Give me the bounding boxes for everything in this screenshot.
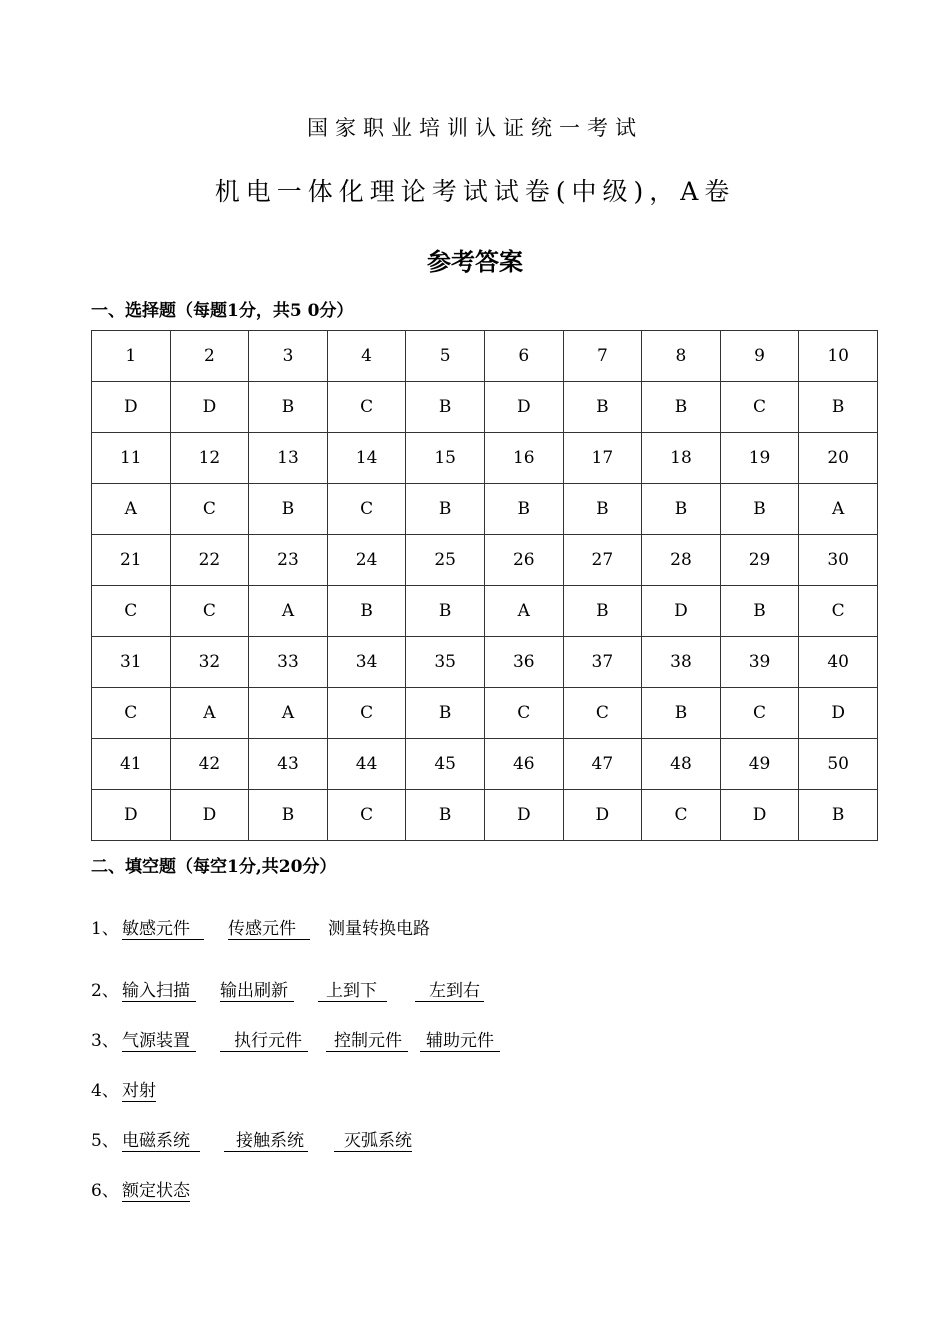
fill-item-1 [91, 914, 444, 940]
question-number-cell: 15 [406, 433, 485, 484]
question-number-cell: 48 [642, 739, 721, 790]
question-number-cell: 21 [92, 535, 171, 586]
question-number-cell: 1 [92, 331, 171, 382]
answer-letter-cell: B [249, 484, 328, 535]
fill-item-6 [91, 1176, 190, 1202]
question-number-cell: 39 [720, 637, 799, 688]
answer-letter-cell: B [327, 586, 406, 637]
fill-answer: 执行元件 [220, 1031, 308, 1052]
fill-item-4 [91, 1076, 156, 1102]
answer-letter-cell: B [406, 586, 485, 637]
answer-letter-cell: D [170, 790, 249, 841]
question-number-row [92, 535, 878, 586]
fill-answer: 气源装置 [122, 1031, 196, 1052]
answer-letter-cell: C [563, 688, 642, 739]
fill-item-3 [91, 1026, 500, 1052]
question-number-cell: 44 [327, 739, 406, 790]
question-number-cell: 3 [249, 331, 328, 382]
question-number-cell: 2 [170, 331, 249, 382]
fill-answer: 输出刷新 [220, 981, 294, 1002]
answer-letter-cell: B [720, 484, 799, 535]
answer-letter-cell: B [406, 790, 485, 841]
answer-letter-cell: B [249, 382, 328, 433]
exam-paper-title: 机电一体化理论考试试卷(中级)，A卷 [214, 177, 736, 206]
question-number-cell: 20 [799, 433, 878, 484]
answer-letter-cell: D [642, 586, 721, 637]
answer-key-title: 参考答案 [427, 247, 523, 276]
fill-item-number: 1、 [91, 919, 119, 939]
question-number-cell: 42 [170, 739, 249, 790]
answer-letter-cell: D [484, 790, 563, 841]
question-number-cell: 24 [327, 535, 406, 586]
question-number-cell: 18 [642, 433, 721, 484]
answer-letter-cell: C [327, 484, 406, 535]
fill-answer: 电磁系统 [122, 1131, 200, 1152]
answer-letter-cell: B [563, 484, 642, 535]
question-number-cell: 19 [720, 433, 799, 484]
fill-item-2 [91, 976, 484, 1002]
answer-letter-cell: C [799, 586, 878, 637]
question-number-cell: 45 [406, 739, 485, 790]
question-number-cell: 46 [484, 739, 563, 790]
answer-letter-cell: C [484, 688, 563, 739]
question-number-cell: 41 [92, 739, 171, 790]
question-number-cell: 30 [799, 535, 878, 586]
fill-answer: 输入扫描 [122, 981, 196, 1002]
fill-item-number: 2、 [91, 981, 119, 1001]
answer-letter-cell: B [484, 484, 563, 535]
question-number-cell: 5 [406, 331, 485, 382]
answer-letter-cell: D [720, 790, 799, 841]
answer-letter-cell: B [563, 586, 642, 637]
answer-letter-cell: A [249, 688, 328, 739]
question-number-cell: 26 [484, 535, 563, 586]
question-number-row [92, 739, 878, 790]
answer-letter-cell: B [642, 688, 721, 739]
answer-letter-cell: B [406, 688, 485, 739]
fill-answer: 灭弧系统 [334, 1131, 412, 1152]
question-number-row [92, 433, 878, 484]
fill-answer: 左到右 [415, 981, 484, 1002]
question-number-cell: 8 [642, 331, 721, 382]
answer-letter-cell: B [642, 484, 721, 535]
fill-answer: 接触系统 [224, 1131, 308, 1152]
answer-letter-row [92, 790, 878, 841]
answer-letter-cell: B [720, 586, 799, 637]
answer-letter-cell: C [92, 586, 171, 637]
answer-letter-cell: D [92, 790, 171, 841]
question-number-cell: 49 [720, 739, 799, 790]
answer-letter-cell: A [92, 484, 171, 535]
answer-letter-cell: C [327, 688, 406, 739]
question-number-cell: 31 [92, 637, 171, 688]
answer-letter-cell: A [170, 688, 249, 739]
question-number-cell: 50 [799, 739, 878, 790]
question-number-cell: 25 [406, 535, 485, 586]
question-number-cell: 34 [327, 637, 406, 688]
answer-letter-cell: B [799, 790, 878, 841]
answer-letter-cell: D [92, 382, 171, 433]
question-number-cell: 14 [327, 433, 406, 484]
answer-letter-cell: B [563, 382, 642, 433]
fill-answer: 控制元件 [326, 1031, 408, 1052]
answer-letter-cell: C [720, 382, 799, 433]
answer-letter-cell: A [249, 586, 328, 637]
answer-letter-cell: B [799, 382, 878, 433]
answer-letter-cell: C [170, 586, 249, 637]
fill-item-number: 3、 [91, 1031, 119, 1051]
question-number-cell: 33 [249, 637, 328, 688]
question-number-cell: 7 [563, 331, 642, 382]
answer-letter-cell: B [406, 382, 485, 433]
answer-letter-cell: C [642, 790, 721, 841]
fill-item-number: 4、 [91, 1081, 119, 1101]
answer-letter-cell: D [799, 688, 878, 739]
question-number-cell: 22 [170, 535, 249, 586]
fill-answer: 测量转换电路 [328, 919, 430, 939]
answer-letter-cell: C [170, 484, 249, 535]
question-number-cell: 43 [249, 739, 328, 790]
answer-letter-cell: C [92, 688, 171, 739]
answer-letter-row [92, 688, 878, 739]
answer-letter-cell: A [799, 484, 878, 535]
question-number-cell: 16 [484, 433, 563, 484]
answer-letter-cell: D [170, 382, 249, 433]
answer-letter-row [92, 382, 878, 433]
answer-letter-cell: D [563, 790, 642, 841]
question-number-cell: 35 [406, 637, 485, 688]
question-number-cell: 47 [563, 739, 642, 790]
fill-item-number: 5、 [91, 1131, 119, 1151]
question-number-cell: 4 [327, 331, 406, 382]
answer-letter-cell: C [720, 688, 799, 739]
question-number-row [92, 331, 878, 382]
exam-authority-title: 国家职业培训认证统一考试 [307, 116, 643, 140]
question-number-cell: 29 [720, 535, 799, 586]
fill-answer: 上到下 [318, 981, 387, 1002]
question-number-cell: 6 [484, 331, 563, 382]
fill-item-5 [91, 1126, 412, 1152]
question-number-cell: 28 [642, 535, 721, 586]
question-number-cell: 32 [170, 637, 249, 688]
question-number-cell: 17 [563, 433, 642, 484]
fill-answer: 传感元件 [228, 919, 310, 940]
question-number-cell: 23 [249, 535, 328, 586]
question-number-cell: 37 [563, 637, 642, 688]
question-number-cell: 38 [642, 637, 721, 688]
answer-letter-cell: A [484, 586, 563, 637]
fill-answer: 辅助元件 [420, 1031, 500, 1052]
fill-item-number: 6、 [91, 1181, 119, 1201]
question-number-cell: 12 [170, 433, 249, 484]
answer-letter-cell: B [249, 790, 328, 841]
question-number-cell: 27 [563, 535, 642, 586]
multiple-choice-answer-table [91, 330, 878, 841]
answer-letter-row [92, 586, 878, 637]
question-number-cell: 9 [720, 331, 799, 382]
question-number-row [92, 637, 878, 688]
question-number-cell: 40 [799, 637, 878, 688]
question-number-cell: 36 [484, 637, 563, 688]
question-number-cell: 10 [799, 331, 878, 382]
answer-letter-cell: B [406, 484, 485, 535]
fill-answer: 对射 [122, 1081, 156, 1101]
question-number-cell: 11 [92, 433, 171, 484]
answer-letter-cell: B [642, 382, 721, 433]
multiple-choice-heading: 一、选择题（每题1分，共5 0分） [91, 301, 354, 321]
fill-answer: 额定状态 [122, 1181, 190, 1201]
answer-letter-cell: D [484, 382, 563, 433]
answer-letter-row [92, 484, 878, 535]
answer-letter-cell: C [327, 790, 406, 841]
fill-in-blank-heading: 二、填空题（每空1分,共20分） [91, 857, 337, 877]
fill-answer: 敏感元件 [122, 919, 204, 940]
question-number-cell: 13 [249, 433, 328, 484]
answer-letter-cell: C [327, 382, 406, 433]
